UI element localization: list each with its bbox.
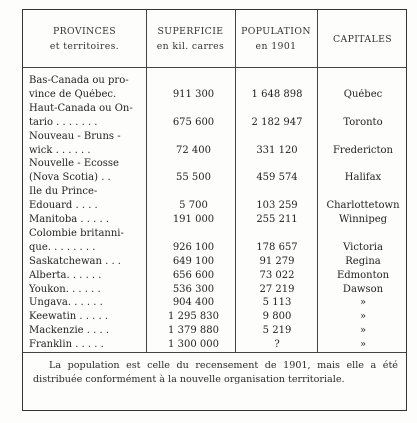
capital-name (318, 186, 408, 197)
population-value (237, 103, 317, 114)
capital-name (318, 75, 408, 86)
province-name: Keewatin . . . . . (29, 311, 109, 323)
population-value: 178 657 (256, 241, 298, 253)
table-row (23, 284, 406, 295)
table-row (23, 131, 406, 142)
capital-name: Dawson (342, 283, 384, 295)
population-value (237, 186, 317, 197)
capital-name (318, 228, 408, 239)
table-row (23, 256, 406, 267)
table-row (23, 270, 406, 281)
area-value: 1 295 830 (168, 311, 219, 323)
area-value: 1 300 000 (168, 339, 219, 351)
province-name: tario . . . . . . . (29, 116, 98, 128)
table-row (23, 325, 406, 336)
province-name: Ile du Prince- (29, 186, 98, 198)
table-row (23, 158, 406, 169)
population-value (237, 228, 317, 239)
area-value: 5 700 (179, 200, 208, 212)
population-value: 5 113 (262, 297, 292, 309)
area-value: 72 400 (176, 144, 211, 156)
area-value (152, 228, 235, 239)
capital-name (318, 103, 408, 114)
table-row (23, 200, 406, 211)
capital-name: » (359, 311, 367, 323)
table-row (23, 103, 406, 114)
area-value: 191 000 (172, 214, 215, 225)
population-value (237, 131, 317, 142)
area-value: 926 100 (172, 241, 215, 253)
population-value: 1 648 898 (251, 88, 303, 100)
capital-name: Halifax (344, 172, 382, 184)
population-value: 27 219 (259, 283, 295, 295)
table-row (23, 75, 406, 86)
province-name: Edouard . . . . (29, 200, 98, 212)
census-table (22, 9, 407, 411)
population-value: 255 211 (256, 214, 298, 225)
area-value: 55 500 (176, 172, 211, 184)
area-value: 536 300 (172, 283, 215, 295)
capital-name: Victoria (343, 241, 383, 253)
province-name: vince de Québec. (29, 88, 117, 100)
capital-name: Québec (343, 88, 383, 100)
province-name: Saskatchewan . . . (29, 255, 121, 267)
area-value: 1 379 880 (168, 325, 219, 337)
capital-name: Regina (345, 255, 381, 267)
population-value: 5 219 (262, 325, 292, 337)
capital-name: Fredericton (332, 144, 393, 156)
area-value: 911 300 (172, 88, 215, 100)
table-row (23, 339, 406, 350)
province-name: Mackenzie . . . . (29, 325, 110, 337)
population-value: 459 574 (256, 172, 298, 184)
capital-name (318, 131, 408, 142)
population-value: 73 022 (259, 269, 295, 281)
area-value: 656 600 (172, 269, 215, 281)
population-value: 9 800 (262, 311, 292, 323)
population-value (237, 75, 317, 86)
province-name: (Nova Scotia) . . (29, 172, 111, 184)
capital-name: Toronto (343, 116, 383, 128)
table-row (23, 186, 406, 197)
table-footnote: La population est celle du recensement de 1901, mais elle a été distribuée conformément à la nouvelle organisation territoriale. (33, 360, 398, 385)
capital-name: Edmonton (336, 269, 390, 281)
header-capitales: CAPITALES (332, 33, 393, 45)
province-name: Manitoba . . . . . (29, 214, 110, 225)
province-name: Ungava. . . . . . (29, 297, 103, 309)
province-name: Nouveau - Bruns - (29, 130, 121, 142)
area-value: 649 100 (172, 255, 215, 267)
population-value: 103 259 (256, 200, 298, 212)
capital-name: Winnipeg (338, 214, 388, 225)
province-name: Franklin . . . . . (29, 339, 104, 351)
population-value: 91 279 (259, 255, 295, 267)
table-row (23, 89, 406, 100)
province-name: Nouvelle - Ecosse (29, 158, 119, 170)
province-name: Alberta. . . . . . (29, 269, 102, 281)
table-row (23, 214, 406, 225)
province-name: Youkon. . . . . . (29, 283, 101, 295)
area-value (152, 75, 235, 86)
province-name: Bas-Canada ou pro- (29, 75, 129, 86)
province-name: Haut-Canada ou On- (29, 102, 133, 114)
population-value: 2 182 947 (251, 116, 303, 128)
capital-name: » (359, 325, 367, 337)
header-provinces: PROVINCES et territoires. (49, 26, 120, 52)
capital-name: Charlottetown (326, 200, 400, 212)
header-rule (23, 67, 406, 68)
capital-name: » (359, 339, 367, 351)
area-value (152, 186, 235, 197)
population-value: ? (274, 339, 280, 351)
table-row (23, 228, 406, 239)
header-superficie: SUPERFICIE en kil. carres (156, 26, 225, 52)
population-value: 331 120 (256, 144, 298, 156)
area-value (152, 103, 235, 114)
area-value (152, 131, 235, 142)
footer-rule (23, 352, 406, 353)
area-value: 675 600 (172, 116, 215, 128)
table-row (23, 242, 406, 253)
header-population: POPULATION en 1901 (241, 26, 311, 52)
area-value (152, 158, 235, 169)
table-row (23, 117, 406, 128)
table-row (23, 297, 406, 308)
table-row (23, 145, 406, 156)
province-name: que. . . . . . . . (29, 241, 96, 253)
area-value: 904 400 (172, 297, 215, 309)
table-row (23, 172, 406, 183)
table-row (23, 311, 406, 322)
province-name: wick . . . . . . (29, 144, 91, 156)
capital-name: » (359, 297, 367, 309)
capital-name (318, 158, 408, 169)
population-value (237, 158, 317, 169)
province-name: Colombie britanni- (29, 227, 124, 239)
